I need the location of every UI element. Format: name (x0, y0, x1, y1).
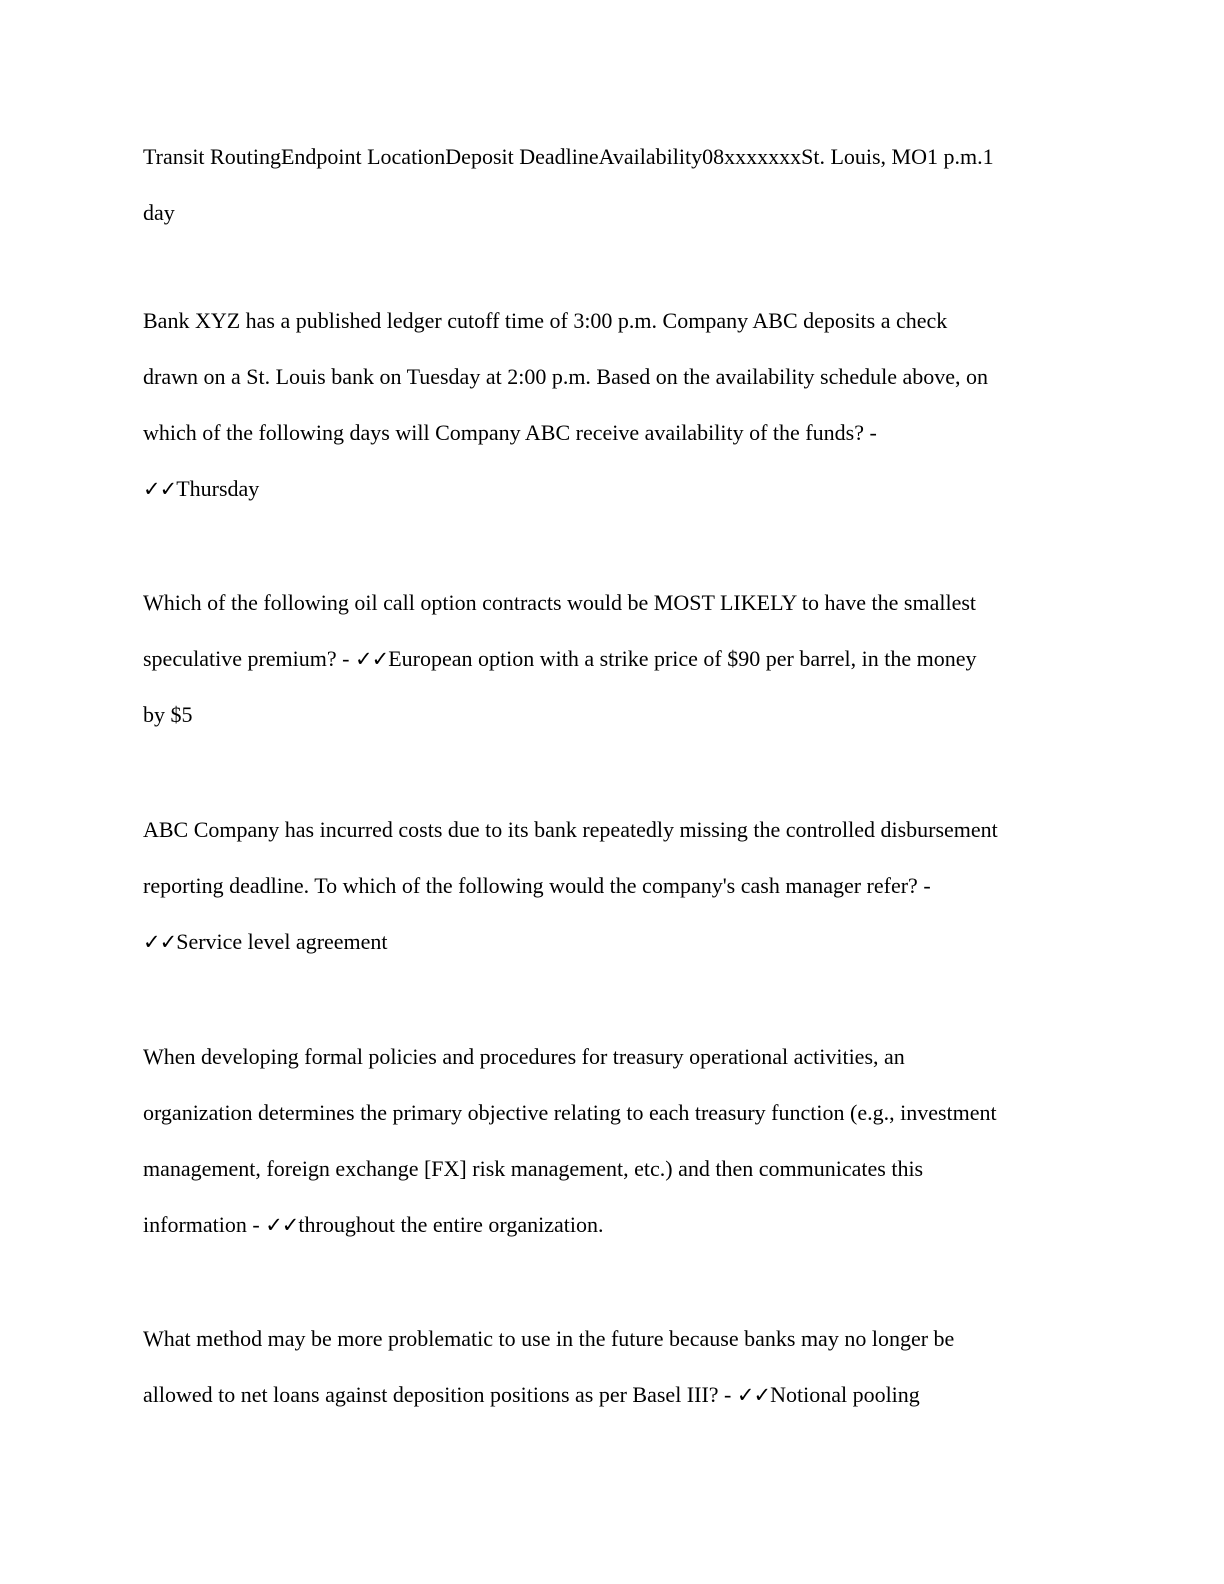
answer-text: Service level agreement (176, 929, 388, 954)
text-line: reporting deadline. To which of the following would the company's cash manager refer? - (143, 873, 931, 898)
question-disbursement-deadline (143, 802, 1083, 970)
answer-line (143, 1367, 1083, 1423)
answer-prefix: speculative premium? - (143, 646, 355, 671)
text-line: management, foreign exchange [FX] risk management, etc.) and then communicates this (143, 1156, 924, 1181)
answer-prefix: information - (143, 1212, 266, 1237)
text-line: Transit RoutingEndpoint LocationDeposit DeadlineAvailability08xxxxxxxSt. Louis, MO1 p.m.1 (143, 144, 994, 169)
checkmark-icon: ✓✓ (265, 1213, 299, 1237)
question-basel-iii (143, 1311, 1083, 1423)
answer-line (143, 914, 1083, 970)
text-line: Which of the following oil call option contracts would be MOST LIKELY to have the smallest (143, 590, 977, 615)
checkmark-icon: ✓✓ (143, 477, 177, 501)
answer-prefix: allowed to net loans against deposition positions as per Basel III? - (143, 1382, 737, 1407)
answer-line (143, 1197, 1083, 1253)
answer-text: European option with a strike price of $90 per barrel, in the money (388, 646, 977, 671)
text-line: which of the following days will Company ABC receive availability of the funds? - (143, 420, 877, 445)
question-oil-call-option (143, 575, 1083, 743)
question-treasury-policies (143, 1029, 1083, 1253)
text-line: by $5 (143, 702, 193, 727)
text-line: organization determines the primary objective relating to each treasury function (e.g., investment (143, 1100, 997, 1125)
checkmark-icon: ✓✓ (143, 930, 177, 954)
text-line: ABC Company has incurred costs due to its bank repeatedly missing the controlled disbursement (143, 817, 998, 842)
question-ledger-cutoff (143, 293, 1083, 517)
answer-line (143, 631, 1083, 687)
text-line: What method may be more problematic to use in the future because banks may no longer be (143, 1326, 955, 1351)
text-line: drawn on a St. Louis bank on Tuesday at 2:00 p.m. Based on the availability schedule above, on (143, 364, 989, 389)
checkmark-icon: ✓✓ (354, 647, 389, 671)
text-line: When developing formal policies and procedures for treasury operational activities, an (143, 1044, 905, 1069)
text-line: day (143, 200, 175, 225)
checkmark-icon: ✓✓ (736, 1383, 771, 1407)
availability-table-text (143, 129, 1083, 241)
text-line: Bank XYZ has a published ledger cutoff time of 3:00 p.m. Company ABC deposits a check (143, 308, 948, 333)
answer-text: throughout the entire organization. (298, 1212, 604, 1237)
answer-text: Notional pooling (770, 1382, 920, 1407)
answer-text: Thursday (176, 476, 260, 501)
answer-line (143, 461, 1083, 517)
